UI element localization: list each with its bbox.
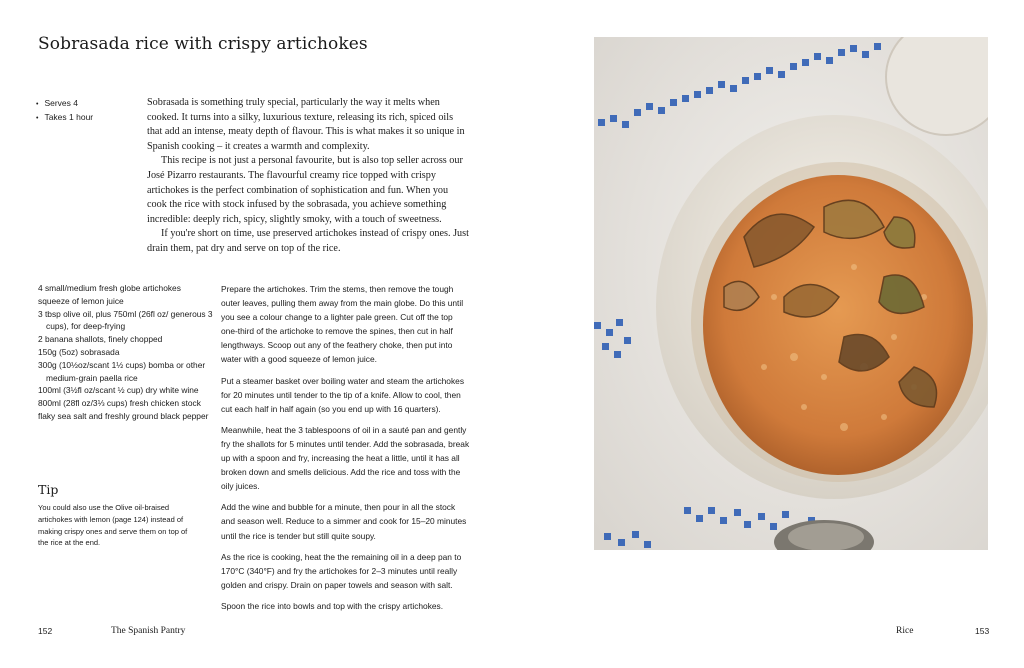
method-steps bbox=[221, 282, 471, 620]
ingredient: 300g (10½oz/scant 1½ cups) bomba or other medium-grain paella rice bbox=[38, 359, 206, 383]
ingredient: 4 small/medium fresh globe artichokes bbox=[38, 283, 181, 293]
ingredient: flaky sea salt and freshly ground black pepper bbox=[38, 410, 209, 421]
book-title-footer: The Spanish Pantry bbox=[111, 626, 186, 636]
method-step: As the rice is cooking, heat the the remaining oil in a deep pan to 170°C (340°F) and fry the artichokes for 2–3 minutes until really golden and crispy. Drain on paper towels and season with salt. bbox=[221, 551, 462, 590]
method-step: Put a steamer basket over boiling water and steam the artichokes for 20 minutes until tender to the tip of a knife. Allow to cool, then cut each half in half again (so you end up with 16 quarters). bbox=[221, 375, 465, 414]
recipe-title: Sobrasada rice with crispy artichokes bbox=[38, 34, 368, 54]
intro-paragraph: If you're short on time, use preserved artichokes instead of crispy ones. Just drain them, pat dry and serve on top of the rice. bbox=[147, 228, 469, 254]
page-number-right: 153 bbox=[975, 626, 990, 636]
method-step: Prepare the artichokes. Trim the stems, then remove the tough outer leaves, pulling them away from the main globe. Do this until you see a colour change to a lighter pale green. Cut off the top one-third of the artichoke to remove the spines, then cut in half lengthways. Scoop out any of the feathery choke, then put into water with a good squeeze of lemon juice. bbox=[221, 284, 464, 365]
time: • Takes 1 hour bbox=[36, 111, 93, 125]
ingredient: 150g (5oz) sobrasada bbox=[38, 346, 120, 357]
tip-text: You could also use the Olive oil-braised artichokes with lemon (page 124) instead of making crispy ones and serve them on top of the rice at the end. bbox=[38, 503, 188, 548]
intro-paragraph: This recipe is not just a personal favourite, but is also top seller across our José Pizarro restaurants. The flavourful creamy rice topped with crispy artichokes is the perfect combination of sophistication and fun. When you cook the rice with stock infused by the sobrasada, you achieve something incredible: deeply rich, spicy, slightly smoky, with a touch of sweetness. bbox=[147, 155, 463, 225]
ingredient: 800ml (28fl oz/3⅓ cups) fresh chicken stock bbox=[38, 398, 201, 409]
tip-heading: Tip bbox=[38, 482, 59, 497]
right-page bbox=[512, 0, 1024, 668]
ingredient: 100ml (3½fl oz/scant ½ cup) dry white wine bbox=[38, 385, 199, 396]
ingredient: 3 tbsp olive oil, plus 750ml (26fl oz/ generous 3 cups), for deep-frying bbox=[38, 308, 213, 332]
ingredient: squeeze of lemon juice bbox=[38, 295, 124, 306]
method-step: Add the wine and bubble for a minute, then pour in all the stock and season well. Reduce to a simmer and cook for 15–20 minutes until the rice is tender but still quite soupy. bbox=[221, 502, 467, 541]
ingredients-list bbox=[38, 282, 213, 423]
recipe-photo bbox=[594, 37, 988, 550]
servings: • Serves 4 bbox=[36, 97, 93, 111]
section-footer: Rice bbox=[896, 626, 914, 636]
recipe-intro bbox=[147, 96, 469, 257]
method-step: Spoon the rice into bowls and top with the crispy artichokes. bbox=[221, 600, 444, 611]
intro-paragraph: Sobrasada is something truly special, particularly the way it melts when cooked. It turns into a silky, luxurious texture, releasing its rich, spiced oils that add an intense, meaty depth of flavour. This is what makes it so unique in Spanish cooking – it creates a warmth and complexity. bbox=[147, 97, 465, 152]
ingredient: 2 banana shallots, finely chopped bbox=[38, 334, 163, 345]
method-step: Meanwhile, heat the 3 tablespoons of oil in a sauté pan and gently fry the shallots for 5 minutes until tender. Add the sobrasada, break up with a spoon and fry, increasing the heat a little, until it has all broken down and smells delicious. Add the rice and toss with the oily juices. bbox=[221, 424, 470, 492]
recipe-meta bbox=[36, 97, 93, 125]
page-number-left: 152 bbox=[38, 626, 53, 636]
